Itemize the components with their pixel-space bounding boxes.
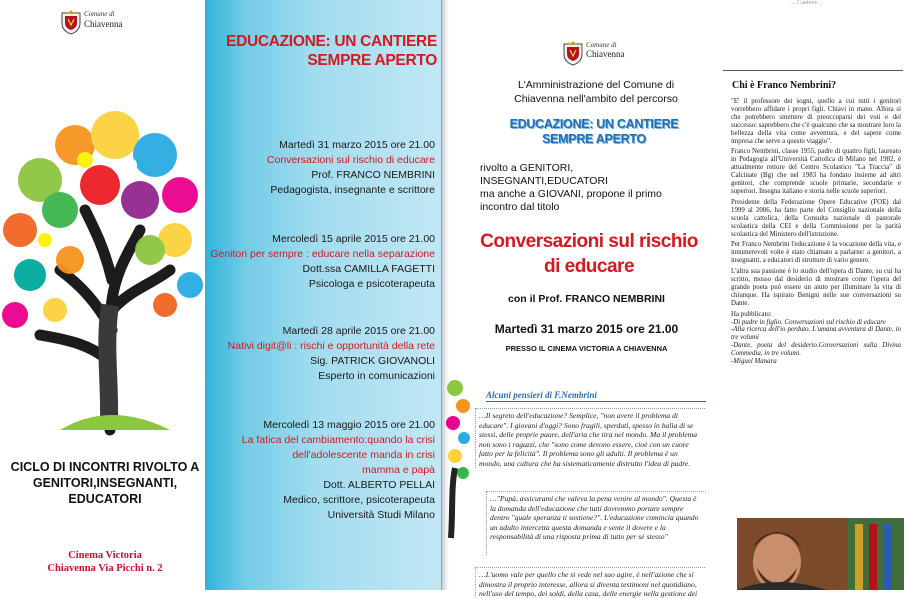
page-fold-divider — [441, 0, 449, 590]
colorful-tree-illustration — [0, 100, 205, 430]
comune-label: Comune di — [586, 41, 617, 49]
intro-line: incontro dal titolo — [480, 201, 560, 213]
tree-decoration-icon — [449, 378, 471, 538]
event-title-line: mamma e papà — [362, 464, 435, 476]
bio-paragraph: "E' il professore dei sogni, quello a cui tutti i genitori vorrebbero affidare i propri figli. Chiavi in mano. Allora sì che potrebbero smettere di preoccuparsi dei voti e del successo: saprebbero che c'è qualcuno che sa mostrare loro la bellezza della vita come avventura, e del sapere come impresa che serve a questo viaggio". — [731, 98, 901, 145]
publications-heading: Ha pubblicato: — [731, 310, 772, 318]
agenda-event-3 — [205, 324, 435, 384]
event-role: Psicologa e psicoterapeuta — [308, 278, 435, 290]
comune-crest-icon — [60, 9, 82, 35]
intro-line: ma anche a GIOVANI, propone il primo — [480, 188, 662, 200]
comune-crest-icon — [562, 40, 584, 66]
bio-paragraph: L'altra sua passione è lo studio dell'opera di Dante, su cui ha scritto, mosso dal desiderio di mostrare come l'opera del grande poeta può essere un aiuto per illuminare la vita di chiunque. Ha ispirato Benigni nelle sue conversazioni su Dante. — [731, 268, 901, 307]
event-date: Martedì 31 marzo 2015 ore 21.00 — [279, 139, 435, 151]
intro-text — [480, 162, 695, 214]
bio-panel — [709, 0, 904, 590]
agenda-title — [205, 32, 437, 70]
bio-heading: Chi è Franco Nembrini? — [732, 80, 837, 91]
event-date: Mercoledì 15 aprile 2015 ore 21.00 — [272, 233, 435, 245]
thoughts-heading: Alcuni pensieri di F.Nembrini — [486, 390, 706, 402]
venue-address: Chiavenna Via Picchi n. 2 — [47, 563, 163, 574]
quote-1: …Il segreto dell'educazione? Semplice, "non avere il problema di educare". I giovani d'oggi? Sono fragili, sperduti, spesso in balìa di se stessi, delle proprie paure, dell'aria che tira nel mondo. Ma il problema non sono i ragazzi, che "sono come devono essere, cioè con un cuore fatto per la felicità". Il problema sono gli adulti. Il problema è un mondo, una cultura che ha sistematicamente distrutto l'idea di padre. — [475, 408, 705, 468]
admin-line: Chiavenna nell'ambito del percorso — [514, 93, 678, 105]
publication-item: -Di padre in figlio. Conversazioni sul rischio di educare — [731, 318, 886, 326]
comune-name: Chiavenna — [84, 19, 123, 29]
bio-paragraph: Per Franco Nembrini l'educazione è la vocazione della vita, e innumerevoli volte è stato chiamato a parlarne: a genitori, a insegnanti, a educatori di strutture di vario genere. — [731, 241, 901, 265]
event-role-line: Medico, scrittore, psicoterapeuta — [283, 494, 435, 506]
signature: -Miguel Manara — [731, 358, 777, 366]
quote-3: …L'uomo vale per quello che si vede nel suo agire, è nell'azione che si dimostra il proprio interesse, allora si diventa testimoni nel quotidiano, nell'uso del tempo, dei soldi, della casa, delle energie nella gestione dei — [475, 567, 705, 597]
event-role: Esperto in comunicazioni — [318, 370, 435, 382]
cover-panel — [0, 0, 205, 590]
publication-item: -Dante, poeta del desiderio.Conversazioni sulla Divina Commedia, in tre volumi. — [731, 342, 901, 358]
agenda-title-line2: SEMPRE APERTO — [307, 52, 437, 69]
event-speaker: con il Prof. FRANCO NEMBRINI — [508, 293, 665, 305]
event-title: Conversazioni sul rischio di educare — [266, 154, 435, 166]
main-title-line1: Conversazioni sul rischio — [480, 231, 698, 252]
venue-text — [10, 549, 200, 575]
event-date: Mercoledì 13 maggio 2015 ore 21.00 — [263, 419, 435, 431]
comune-label: Comune di — [84, 10, 115, 18]
event-title: Nativi digit@li : rischi e opportunità della rete — [227, 340, 435, 352]
venue-name: Cinema Victoria — [68, 550, 142, 561]
bio-rule — [723, 70, 903, 71]
agenda-event-1 — [205, 138, 435, 198]
agenda-event-4 — [205, 418, 435, 523]
event-title-line: La fatica del cambiamento:quando la crisi — [241, 434, 435, 446]
series-title: CICLO DI INCONTRI RIVOLTO A GENITORI,INSEGNANTI, EDUCATORI — [10, 460, 200, 506]
comune-name: Chiavenna — [586, 49, 625, 59]
event-main-title — [464, 229, 714, 279]
bio-paragraph: Franco Nembrini, classe 1955, padre di quattro figli, laureato in Pedagogia all'Università Cattolica di Milano nel 1982, è attualmente rettore del Centro Scolastico "La Traccia" di Calcinate (Bg) che nel 1983 ha fondato insieme ad altri genitori, che comprende scuole primarie, secondarie e superiori. Insegna italiano e storia nelle scuole superiori. — [731, 148, 901, 195]
banner-line1: EDUCAZIONE: UN CANTIERE — [509, 117, 679, 131]
event-title-line: dell'adolescente manda in crisi — [292, 449, 435, 461]
program-banner — [494, 117, 694, 147]
bio-body — [731, 98, 901, 366]
event-date: Martedì 28 aprile 2015 ore 21.00 — [282, 325, 435, 337]
event-title: Genitori per sempre : educare nella separazione — [210, 248, 435, 260]
bio-topline: … Cantiere… — [789, 0, 824, 6]
event-role-line: Università Studi Milano — [327, 509, 435, 521]
event-place: PRESSO IL CINEMA VICTORIA A CHIAVENNA — [505, 344, 668, 353]
agenda-panel — [205, 0, 441, 590]
event-date: Martedì 31 marzo 2015 ore 21.00 — [494, 322, 679, 336]
agenda-event-2 — [205, 232, 435, 292]
admin-line: L'Amministrazione del Comune di — [517, 79, 675, 91]
event-speaker: Dott.ssa CAMILLA FAGETTI — [302, 263, 435, 275]
speaker-photo — [737, 518, 904, 590]
banner-line2: SEMPRE APERTO — [542, 132, 646, 146]
intro-line: rivolto a GENITORI, INSEGNANTI,EDUCATORI — [480, 162, 608, 187]
main-title-line2: di educare — [543, 256, 635, 277]
publication-item: -Alla ricerca dell'io perduto. L'umana avventura di Dante, in tre volumi — [731, 326, 901, 342]
quote-2: …"Papà, assicurami che valeva la pena venire al mondo". Questa è la domanda dell'educazione che tutti dovremmo portare sempre dentro "quale speranza ti sostiene?". L'educazione comincia quando un adulto intercetta questa domanda e sente il dovere e la responsabilità di una risposta prima di tutto per sé stesso" — [486, 491, 706, 555]
invitation-panel — [449, 0, 709, 599]
event-role: Pedagogista, insegnante e scrittore — [270, 184, 435, 196]
event-speaker: Prof. FRANCO NEMBRINI — [311, 169, 435, 181]
event-speaker: Dott. ALBERTO PELLAI — [323, 479, 435, 491]
event-speaker: Sig. PATRICK GIOVANOLI — [310, 355, 435, 367]
bio-paragraph: Presidente della Federazione Opere Educative (FOE) dal 1999 al 2006, ha fatto parte del Consiglio nazionale della scuola cattolica, della Consulta nazionale di pastorale scolastica della CEI e della Commissione per la parità scolastica del Ministero dell'istruzione. — [731, 198, 901, 238]
admin-intro — [496, 78, 696, 106]
agenda-title-line1: EDUCAZIONE: UN CANTIERE — [226, 33, 437, 50]
